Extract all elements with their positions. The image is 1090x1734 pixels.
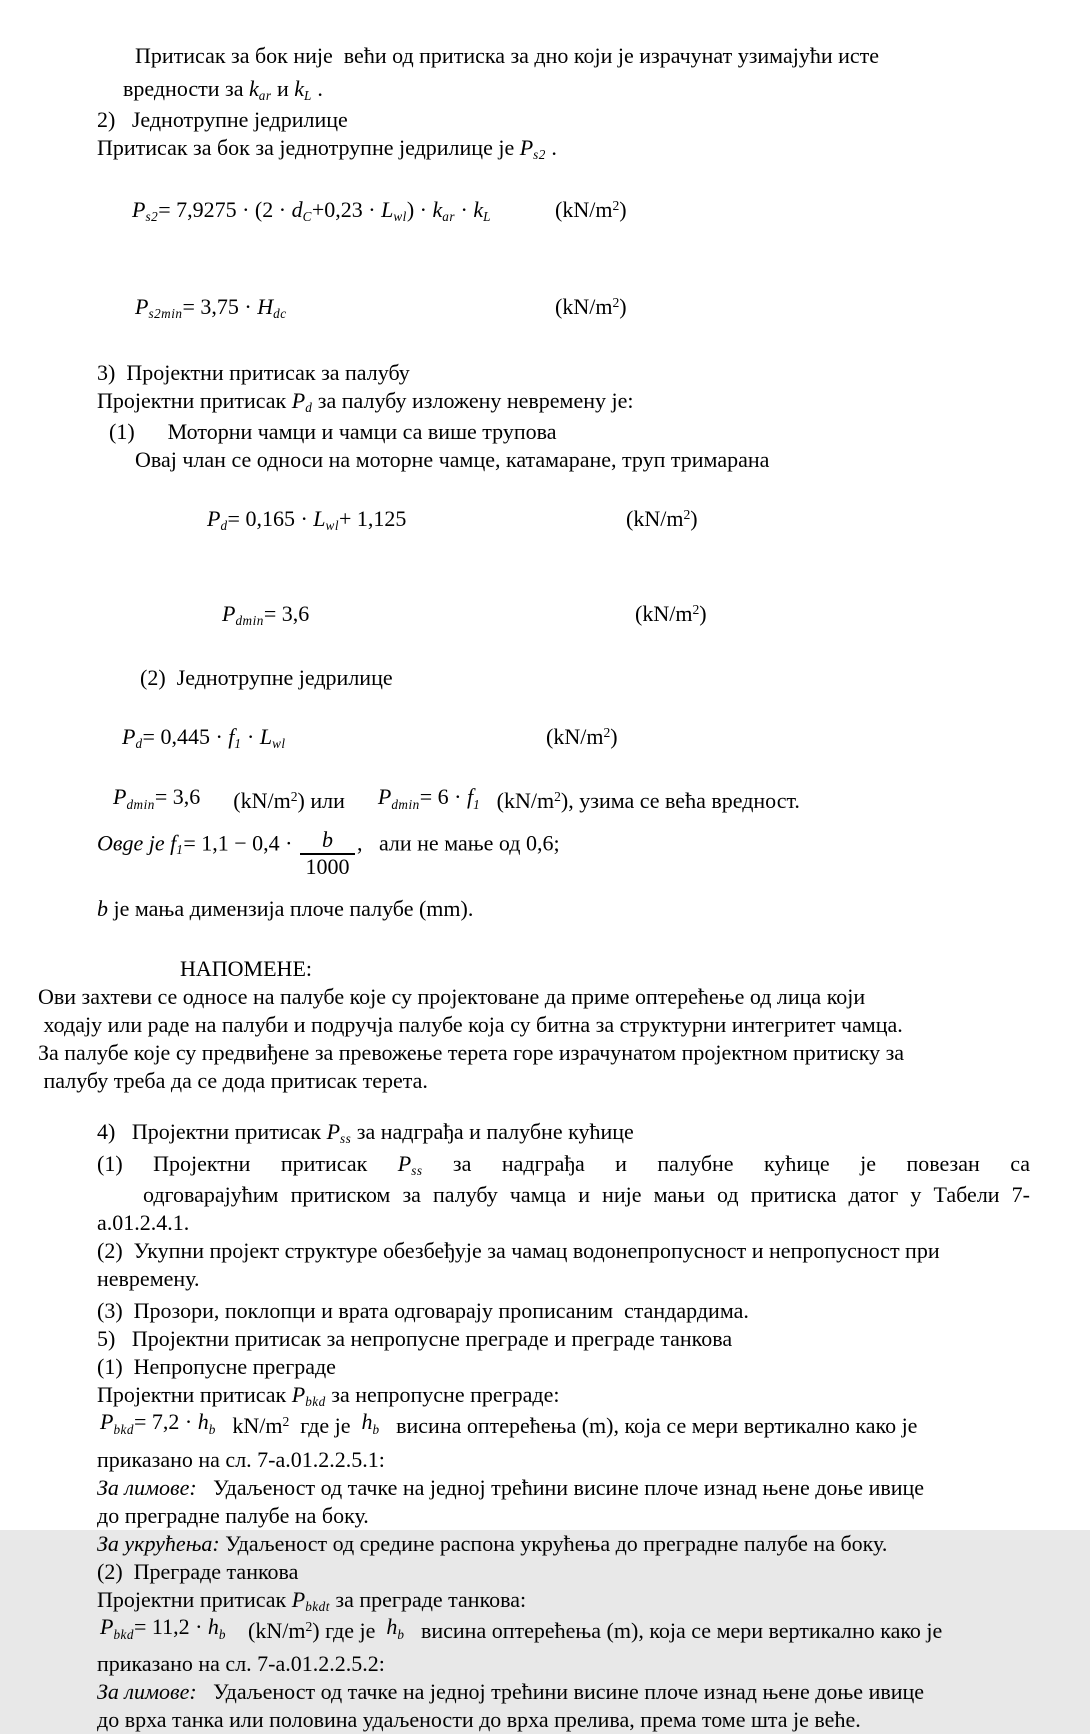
item-5-2-heading: (2) Преграде танкова bbox=[97, 1559, 299, 1585]
intro-line-2: вредности за kar и kL . bbox=[123, 76, 323, 103]
formula-ps2-body: Ps2= 7,9275 · (2 · dC+0,23 · Lwl) · kar · kL bbox=[132, 197, 491, 224]
item-4-1-line: одговарајућим притиском за палубу чамца и није мањи од притиска датог у Табели 7- bbox=[143, 1182, 1030, 1208]
formula-pdmin-motor-unit: $(kN/m^2)$ bbox=[635, 601, 707, 626]
item-4-2-line: невремену. bbox=[97, 1266, 200, 1292]
formula-pd-motor-unit: $(kN/m^2)$ bbox=[626, 506, 698, 531]
subitem-2-monohull: (2) Једнотрупне једрилице bbox=[140, 665, 393, 690]
formula-pbkd: Pbkd= 7,2 · hb $kN/m^2$ где је hb висина оптерећења (m), која се мери вертикално како је bbox=[100, 1409, 918, 1439]
line-ps2-intro: Притисак за бок за једнотрупне једрилице је Ps2 . bbox=[97, 135, 557, 162]
formula-pd-sail-body: Pd= 0,445 · f1 · Lwl bbox=[122, 724, 286, 751]
notes-paragraph-line: Ови захтеви се односе на палубе које су пројектоване да приме оптерећење од лица који bbox=[38, 984, 866, 1010]
notes-paragraph-line: палубу треба да се дода притисак терета. bbox=[38, 1068, 428, 1094]
line-for-plates-1a: За лимове: Удаљеност од тачке на једној трећини висине плоче изнад њене доње ивице bbox=[97, 1475, 925, 1501]
line-pbkd-intro: Пројектни притисак Pbkd за непропусне преграде: bbox=[97, 1382, 560, 1409]
notes-heading: НАПОМЕНЕ: bbox=[180, 956, 312, 982]
line-for-plates-2a: За лимове: Удаљеност од тачке на једној трећини висине плоче изнад њене доње ивице bbox=[97, 1679, 925, 1705]
notes-paragraph-line: ходају или раде на палуби и подручја палубе која су битна за структурни интегритет чамца. bbox=[38, 1012, 903, 1038]
heading-item-5: 5) Пројектни притисак за непропусне преграде и преграде танкова bbox=[97, 1326, 733, 1352]
formula-pdmin-motor bbox=[200, 569, 1090, 662]
item-4-3: (3) Прозори, поклопци и врата одговарају прописаним стандардима. bbox=[97, 1298, 749, 1324]
formula-ps2-unit: $(kN/m^2)$ bbox=[555, 197, 627, 222]
line-pd-intro: Пројектни притисак Pd за палубу изложену невремену је: bbox=[97, 388, 634, 415]
formula-pd-motor-body: Pd= 0,165 · Lwl+ 1,125 bbox=[207, 506, 407, 533]
item-4-1-line: а.01.2.4.1. bbox=[97, 1210, 190, 1236]
notes-paragraph-line: За палубе које су предвиђене за превожење терета горе израчунатом пројектном притиску за bbox=[38, 1040, 905, 1066]
formula-pbkdt: Pbkd= 11,2 · hb $(kN/m^2)$ где је hb висина оптерећења (m), која се мери вертикално како је bbox=[100, 1614, 943, 1644]
line-for-plates-2b: до врха танка или половина удаљености до врха прелива, према томе шта је веће. bbox=[97, 1707, 861, 1733]
intro-line-1: Притисак за бок није већи од притиска за дно који је израчунат узимајући исте bbox=[135, 43, 880, 68]
heading-item-2: 2) Једнотрупне једрилице bbox=[97, 107, 348, 132]
line-pbkdt-intro: Пројектни притисак Pbkdt за преграде танкова: bbox=[97, 1587, 527, 1614]
subitem-1-motor-boats: (1) Моторни чамци и чамци са више трупова bbox=[109, 419, 557, 444]
heading-item-3: 3) Пројектни притисак за палубу bbox=[97, 360, 410, 385]
formula-ps2min bbox=[113, 262, 1090, 355]
line-shown-fig-2: приказано на сл. 7-а.01.2.2.5.2: bbox=[97, 1651, 385, 1677]
formula-pd-sail bbox=[100, 692, 1090, 785]
line-shown-fig-1: приказано на сл. 7-а.01.2.2.5.1: bbox=[97, 1447, 385, 1473]
formula-ps2min-body: Ps2min= 3,75 · Hdc bbox=[135, 294, 287, 321]
line-member-applies: Овај члан се односи на моторне чамце, катамаране, труп тримарана bbox=[135, 447, 770, 472]
item-4-2-line: (2) Укупни пројект структуре обезбеђује за чамац водонепропусност и непропусност при bbox=[97, 1238, 940, 1264]
fraction: $\frac{b}{1000}$ bbox=[300, 828, 355, 879]
line-for-stiffeners: За укрућења: Удаљеност од средине распона укрућења до преградне палубе на боку. bbox=[97, 1531, 888, 1557]
line-for-plates-1b: до преградне палубе на боку. bbox=[97, 1503, 369, 1529]
formula-f1-definition: Овде је f1= 1,1 − 0,4 · $\frac{b}{1000}$ , али не мање од 0,6; bbox=[97, 827, 560, 879]
line-b-definition: b је мања димензија плоче палубе (mm). bbox=[97, 896, 474, 922]
formula-ps2 bbox=[110, 165, 1090, 258]
item-5-1-heading: (1) Непропусне преграде bbox=[97, 1354, 336, 1380]
formula-pd-sail-unit: $(kN/m^2)$ bbox=[546, 724, 618, 749]
heading-item-4: 4) Пројектни притисак Pss за надграђа и палубне кућице bbox=[97, 1119, 634, 1146]
formula-pdmin-sail: Pdmin= 3,6 $(kN/m^2)$ или Pdmin= 6 · f1 $(kN/m^2)$, узима се већа вредност. bbox=[113, 784, 800, 813]
formula-pd-motor bbox=[185, 474, 1090, 567]
formula-pdmin-motor-body: Pdmin= 3,6 bbox=[222, 601, 310, 628]
item-4-1-line: (1) Пројектни притисак Pss за надграђа и палубне кућице је повезан са bbox=[97, 1151, 1030, 1178]
formula-ps2min-unit: $(kN/m^2)$ bbox=[555, 294, 627, 319]
